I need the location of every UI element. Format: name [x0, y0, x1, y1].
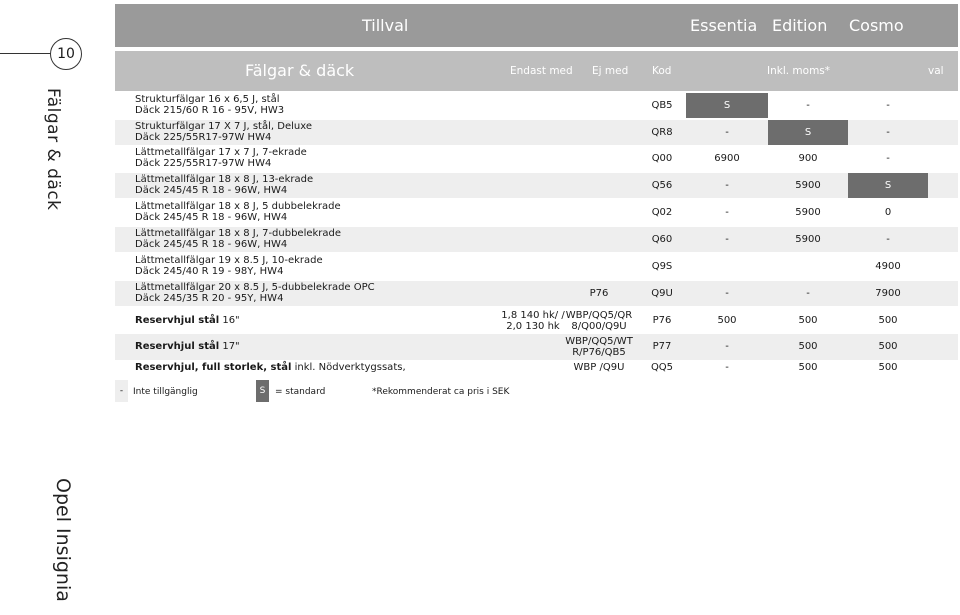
row-essentia: 6900 [714, 153, 740, 164]
row-cosmo: 500 [878, 362, 898, 373]
row-title: Reservhjul stål 16" [135, 315, 240, 326]
row-edition: 900 [798, 153, 818, 164]
row-title: Lättmetallfälgar 20 x 8.5 J, 5-dubbelekrade OPC [135, 282, 375, 293]
row-tyre: Däck 245/35 R 20 - 95Y, HW4 [135, 293, 284, 304]
row-endast-med: 1,8 140 hk/ / 2,0 130 hk [501, 309, 565, 332]
legend-note: *Rekommenderat ca pris i SEK [372, 387, 510, 397]
table-row [115, 254, 958, 279]
row-edition: - [806, 288, 810, 299]
row-essentia: - [725, 180, 729, 191]
row-title: Lättmetallfälgar 18 x 8 J, 7-dubbelekrade [135, 228, 342, 239]
section-title: Fälgar & däck [245, 61, 355, 80]
row-essentia: S [686, 93, 768, 118]
table-row [115, 281, 958, 306]
row-cosmo: - [886, 234, 890, 245]
row-essentia [686, 254, 768, 279]
side-section-title: Fälgar & däck [43, 88, 63, 211]
row-tyre: Däck 225/55R17-97W HW4 [135, 132, 272, 143]
row-kod: Q02 [651, 207, 673, 218]
header-title: Tillval [362, 16, 409, 35]
table-row [115, 360, 958, 375]
legend-standard-text: = standard [275, 387, 326, 397]
row-essentia: - [725, 207, 729, 218]
trim-essentia: Essentia [690, 16, 758, 35]
row-cosmo: 4900 [875, 261, 901, 272]
row-edition: 5900 [795, 180, 821, 191]
row-title: Strukturfälgar 17 X 7 J, stål, Deluxe [135, 121, 312, 132]
row-cosmo: 500 [878, 341, 898, 352]
row-kod: QR8 [651, 127, 673, 138]
row-edition: 500 [798, 315, 818, 326]
col-endast-med: Endast med [510, 65, 573, 77]
row-cosmo: 7900 [875, 288, 901, 299]
header-columns [115, 51, 958, 91]
row-edition: 5900 [795, 234, 821, 245]
page-number: 10 [50, 38, 82, 70]
row-tyre: Däck 245/45 R 18 - 96W, HW4 [135, 239, 288, 250]
table-row [115, 120, 958, 145]
row-title: Lättmetallfälgar 19 x 8.5 J, 10-ekrade [135, 255, 323, 266]
legend-dash: - [115, 380, 128, 402]
row-cosmo: - [886, 153, 890, 164]
row-kod: Q00 [651, 153, 673, 164]
row-ej-med: WBP /Q9U [573, 362, 625, 373]
table-row [115, 93, 958, 118]
row-tyre: Däck 215/60 R 16 - 95V, HW3 [135, 105, 285, 116]
trim-cosmo: Cosmo [849, 16, 904, 35]
row-cosmo: 500 [878, 315, 898, 326]
table-row [115, 308, 958, 334]
row-title: Reservhjul, full storlek, stål inkl. Nödverktygssats, [135, 362, 406, 373]
row-edition: S [768, 120, 848, 145]
table-row [115, 146, 958, 171]
row-cosmo: - [886, 100, 890, 111]
row-kod: P77 [652, 341, 672, 352]
row-essentia: - [725, 341, 729, 352]
row-title: Strukturfälgar 16 x 6,5 J, stål [135, 94, 280, 105]
row-tyre: Däck 225/55R17-97W HW4 [135, 158, 272, 169]
header-trims [115, 4, 958, 47]
row-essentia: - [725, 362, 729, 373]
table-row [115, 173, 958, 198]
col-inkl-moms: Inkl. moms* [767, 65, 831, 77]
table-row [115, 200, 958, 225]
row-cosmo: 0 [884, 207, 892, 218]
row-essentia: - [725, 127, 729, 138]
row-tyre: Däck 245/40 R 19 - 98Y, HW4 [135, 266, 284, 277]
legend-standard-box: S [256, 380, 269, 402]
row-edition: - [806, 100, 810, 111]
row-title: Lättmetallfälgar 18 x 8 J, 13-ekrade [135, 174, 314, 185]
row-edition [768, 254, 848, 279]
row-edition: 500 [798, 341, 818, 352]
row-cosmo: - [886, 127, 890, 138]
row-kod: Q60 [651, 234, 673, 245]
row-ej-med: P76 [589, 288, 609, 299]
legend-dash-text: Inte tillgänglig [133, 387, 198, 397]
row-kod: Q9S [651, 261, 673, 272]
col-kod: Kod [652, 65, 672, 77]
legend [115, 380, 958, 402]
row-tyre: Däck 245/45 R 18 - 96W, HW4 [135, 212, 288, 223]
page-marker-line [0, 53, 54, 54]
row-title: Reservhjul stål 17" [135, 341, 240, 352]
row-kod: Q56 [651, 180, 673, 191]
col-ej-med: Ej med [592, 65, 629, 77]
row-essentia: 500 [717, 315, 737, 326]
row-ej-med: WBP/QQ5/WT R/P76/QB5 [565, 335, 633, 358]
row-kod: QQ5 [650, 362, 674, 373]
row-title: Lättmetallfälgar 17 x 7 J, 7-ekrade [135, 147, 307, 158]
row-edition: 500 [798, 362, 818, 373]
row-essentia: - [725, 234, 729, 245]
row-cosmo: S [848, 173, 928, 198]
row-edition: 5900 [795, 207, 821, 218]
row-kod: P76 [652, 315, 672, 326]
row-ej-med: WBP/QQ5/QR 8/Q00/Q9U [565, 309, 633, 332]
row-kod: QB5 [651, 100, 673, 111]
row-kod: Q9U [651, 288, 673, 299]
table-row [115, 227, 958, 252]
row-tyre: Däck 245/45 R 18 - 96W, HW4 [135, 185, 288, 196]
col-val: val [928, 65, 944, 77]
table-row [115, 334, 958, 360]
side-brand-title: Opel Insignia [52, 478, 74, 602]
row-title: Lättmetallfälgar 18 x 8 J, 5 dubbelekrade [135, 201, 341, 212]
trim-edition: Edition [772, 16, 828, 35]
row-essentia: - [725, 288, 729, 299]
